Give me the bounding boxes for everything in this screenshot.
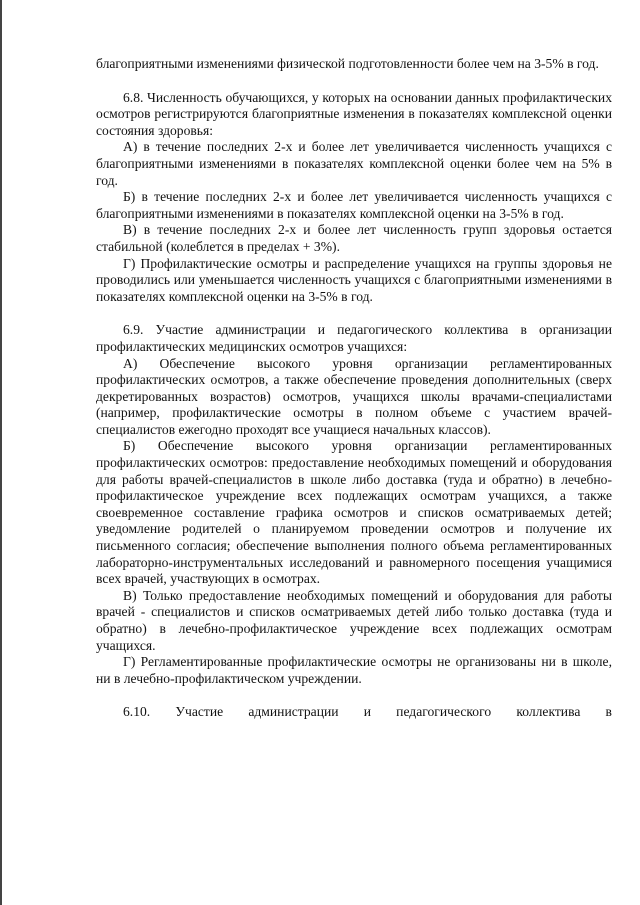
section-6-8-heading: 6.8. Численность обучающихся, у которых на основании данных профилактических осмотров регистрируются благоприятные изменения в показателях комплексной оценки состояния здоровья: <box>96 89 612 138</box>
paragraph-continuation: благоприятными изменениями физической подготовленности более чем на 3-5% в год. <box>96 56 599 71</box>
section-6-10-word: Участие <box>175 704 224 720</box>
section-6-9-option-b: Б) Обеспечение высокого уровня организации регламентированных профилактических осмотров: предоставление необходимых помещений и оборудования для работы врачей-специалистов в школе либо доставка (туда и обратно) в лечебно-профилактическое учреждение всех подлежащих осмотрам учащихся, а также своевременное составление графика осмотров и списков осматриваемых детей; уведомление родителей о планируемом проведении осмотров и получение их письменного согласия; обеспечение выполнения полного объема регламентированных лабораторно-инструментальных исследований и равномерного посещения учащимися всех врачей, участвующих в осмотрах. <box>96 438 612 587</box>
section-6-8-option-g: Г) Профилактические осмотры и распределение учащихся на группы здоровья не проводились или уменьшается численность учащихся с благоприятными изменениями в показателях комплексной оценки на 3-5% в год. <box>96 255 612 304</box>
section-6-10-heading <box>96 704 612 721</box>
section-6-9-option-g: Г) Регламентированные профилактические осмотры не организованы ни в школе, ни в лечебно-профилактическом учреждении. <box>96 654 612 686</box>
section-6-10-word: педагогического <box>396 704 492 720</box>
scan-edge <box>0 0 2 905</box>
section-6-10-word: в <box>605 704 612 720</box>
section-6-8-option-a: А) в течение последних 2-х и более лет увеличивается численность учащихся с благоприятными изменениями в показателях комплексной оценки более чем на 5% в год. <box>96 139 612 188</box>
section-6-10-word: администрации <box>248 704 339 720</box>
section-6-9-heading: 6.9. Участие администрации и педагогического коллектива в организации профилактических медицинских осмотров учащихся: <box>96 322 612 354</box>
section-6-10-word: и <box>363 704 371 720</box>
section-6-9-option-a: А) Обеспечение высокого уровня организации регламентированных профилактических осмотров, а также обеспечение проведения дополнительных (сверх декретированных возрастов) осмотров, учащихся школы врачами-специалистами (например, профилактические осмотры в полном объеме с участием врачей-специалистов ежегодно проходят все учащиеся начальных классов). <box>96 355 612 437</box>
section-6-10-word: 6.10. <box>123 704 151 720</box>
section-6-8-option-b: Б) в течение последних 2-х и более лет увеличивается численность учащихся с благоприятными изменениями в показателях комплексной оценки на 3-5% в год. <box>96 189 612 221</box>
section-6-9-option-v: В) Только предоставление необходимых помещений и оборудования для работы врачей - специалистов и списков осматриваемых детей либо только доставка (туда и обратно) в лечебно-профилактическое учреждение всех подлежащих осмотрам учащихся. <box>96 587 612 653</box>
section-6-8-option-v: В) в течение последних 2-х и более лет численность групп здоровья остается стабильной (колеблется в пределах + 3%). <box>96 222 612 254</box>
section-6-10-word: коллектива <box>516 704 581 720</box>
